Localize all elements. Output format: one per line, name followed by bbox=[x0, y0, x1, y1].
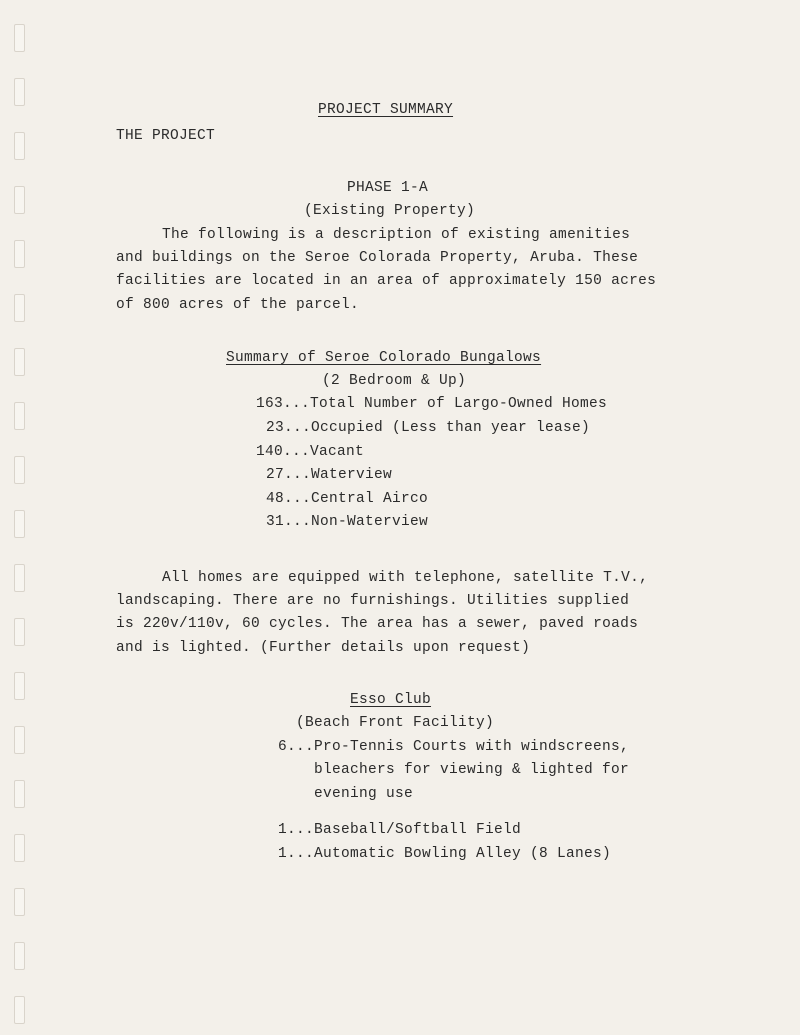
list-item: 27...Waterview bbox=[266, 467, 393, 483]
binder-hole bbox=[14, 672, 25, 700]
club-heading: Esso Club bbox=[350, 692, 432, 708]
binder-hole bbox=[14, 834, 25, 862]
phase-heading: PHASE 1-A bbox=[347, 180, 429, 196]
list-item: evening use bbox=[314, 786, 414, 802]
binder-hole bbox=[14, 24, 25, 52]
list-item: 140...Vacant bbox=[256, 444, 365, 460]
page-title: PROJECT SUMMARY bbox=[318, 102, 454, 118]
binder-hole bbox=[14, 780, 25, 808]
paragraph-line: All homes are equipped with telephone, satellite T.V., bbox=[162, 570, 649, 586]
binder-hole bbox=[14, 294, 25, 322]
list-item: 23...Occupied (Less than year lease) bbox=[266, 420, 591, 436]
list-item: 48...Central Airco bbox=[266, 491, 429, 507]
paragraph-line: and buildings on the Seroe Colorada Property, Aruba. These bbox=[116, 250, 639, 266]
binder-hole bbox=[14, 402, 25, 430]
binder-hole bbox=[14, 78, 25, 106]
binder-holes bbox=[0, 0, 40, 1035]
binder-hole bbox=[14, 888, 25, 916]
paragraph-line: and is lighted. (Further details upon request) bbox=[116, 640, 531, 656]
binder-hole bbox=[14, 240, 25, 268]
phase-subheading: (Existing Property) bbox=[304, 203, 476, 219]
bungalows-heading: Summary of Seroe Colorado Bungalows bbox=[226, 350, 542, 366]
club-subheading: (Beach Front Facility) bbox=[296, 715, 495, 731]
binder-hole bbox=[14, 456, 25, 484]
list-item: 31...Non-Waterview bbox=[266, 514, 429, 530]
list-item: bleachers for viewing & lighted for bbox=[314, 762, 630, 778]
paragraph-line: The following is a description of existing amenities bbox=[162, 227, 631, 243]
list-item: 6...Pro-Tennis Courts with windscreens, bbox=[278, 739, 630, 755]
binder-hole bbox=[14, 132, 25, 160]
list-item: 163...Total Number of Largo-Owned Homes bbox=[256, 396, 608, 412]
bungalows-subheading: (2 Bedroom & Up) bbox=[322, 373, 467, 389]
binder-hole bbox=[14, 618, 25, 646]
section-heading: THE PROJECT bbox=[116, 128, 216, 144]
binder-hole bbox=[14, 348, 25, 376]
binder-hole bbox=[14, 564, 25, 592]
binder-hole bbox=[14, 726, 25, 754]
list-item: 1...Baseball/Softball Field bbox=[278, 822, 522, 838]
binder-hole bbox=[14, 510, 25, 538]
paragraph-line: of 800 acres of the parcel. bbox=[116, 297, 360, 313]
paragraph-line: facilities are located in an area of approximately 150 acres bbox=[116, 273, 657, 289]
binder-hole bbox=[14, 996, 25, 1024]
binder-hole bbox=[14, 942, 25, 970]
binder-hole bbox=[14, 186, 25, 214]
paragraph-line: landscaping. There are no furnishings. Utilities supplied bbox=[116, 593, 630, 609]
paragraph-line: is 220v/110v, 60 cycles. The area has a sewer, paved roads bbox=[116, 616, 639, 632]
list-item: 1...Automatic Bowling Alley (8 Lanes) bbox=[278, 846, 612, 862]
